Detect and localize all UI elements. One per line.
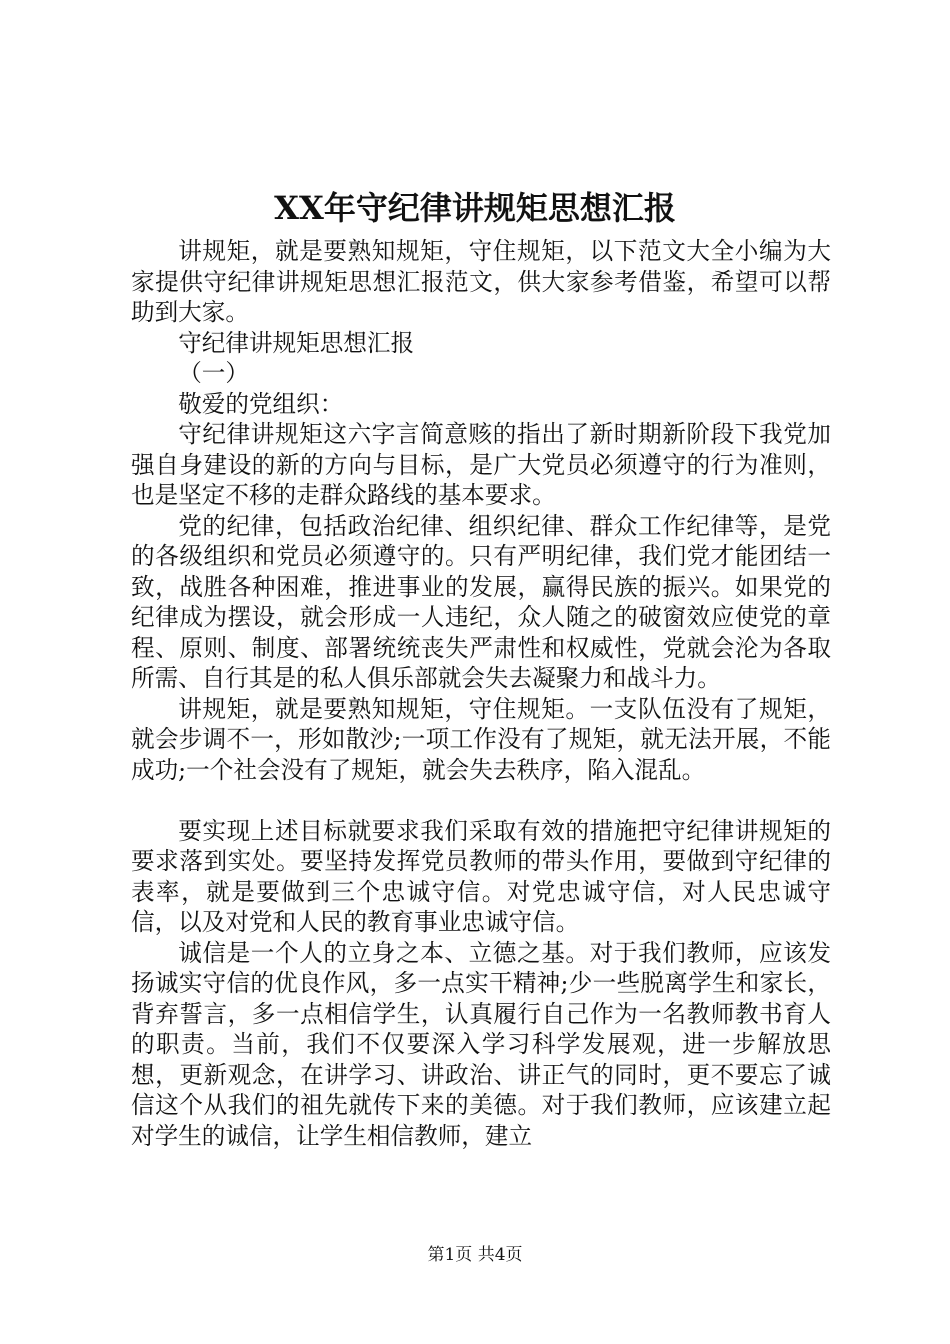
paragraph-intro: 讲规矩，就是要熟知规矩，守住规矩，以下范文大全小编为大家提供守纪律讲规矩思想汇报范文，供大家参考借鉴，希望可以帮助到大家。 <box>131 237 831 326</box>
page-footer: 第1页 共4页 <box>427 1245 523 1265</box>
paragraph-heading: 守纪律讲规矩思想汇报 <box>178 328 415 357</box>
paragraph-body-3: 讲规矩，就是要熟知规矩，守住规矩。一支队伍没有了规矩，就会步调不一，形如散沙;一项工作没有了规矩，就无法开展，不能成功;一个社会没有了规矩，就会失去秩序，陷入混乱。 <box>131 694 831 784</box>
paragraph-body-1: 守纪律讲规矩这六字言简意赅的指出了新时期新阶段下我党加强自身建设的新的方向与目标，是广大党员必须遵守的行为准则，也是坚定不移的走群众路线的基本要求。 <box>131 420 831 509</box>
paragraph-body-2: 党的纪律，包括政治纪律、组织纪律、群众工作纪律等，是党的各级组织和党员必须遵守的。只有严明纪律，我们党才能团结一致，战胜各种困难，推进事业的发展，赢得民族的振兴。如果党的纪律成为摆设，就会形成一人违纪，众人随之的破窗效应使党的章程、原则、制度、部署统统丧失严肃性和权威性，党就会沦为各取所需、自行其是的私人俱乐部就会失去凝聚力和战斗力。 <box>131 511 831 692</box>
paragraph-body-4: 要实现上述目标就要求我们采取有效的措施把守纪律讲规矩的要求落到实处。要坚持发挥党员教师的带头作用，要做到守纪律的表率，就是要做到三个忠诚守信。对党忠诚守信，对人民忠诚守信，以及对党和人民的教育事业忠诚守信。 <box>131 816 831 936</box>
paragraph-body-5: 诚信是一个人的立身之本、立德之基。对于我们教师，应该发扬诚实守信的优良作风，多一点实干精神;少一些脱离学生和家长，背弃誓言，多一点相信学生，认真履行自己作为一名教师教书育人的职责。当前，我们不仅要深入学习科学发展观，进一步解放思想，更新观念，在讲学习、讲政治、讲正气的同时，更不要忘了诚信这个从我们的祖先就传下来的美德。对于我们教师，应该建立起对学生的诚信，让学生相信教师，建立 <box>131 938 831 1150</box>
paragraph-section-number: （一） <box>178 359 249 387</box>
document-body <box>131 236 831 1151</box>
document-title: XX年守纪律讲规矩思想汇报 <box>274 189 676 227</box>
paragraph-salutation: 敬爱的党组织： <box>178 389 344 418</box>
